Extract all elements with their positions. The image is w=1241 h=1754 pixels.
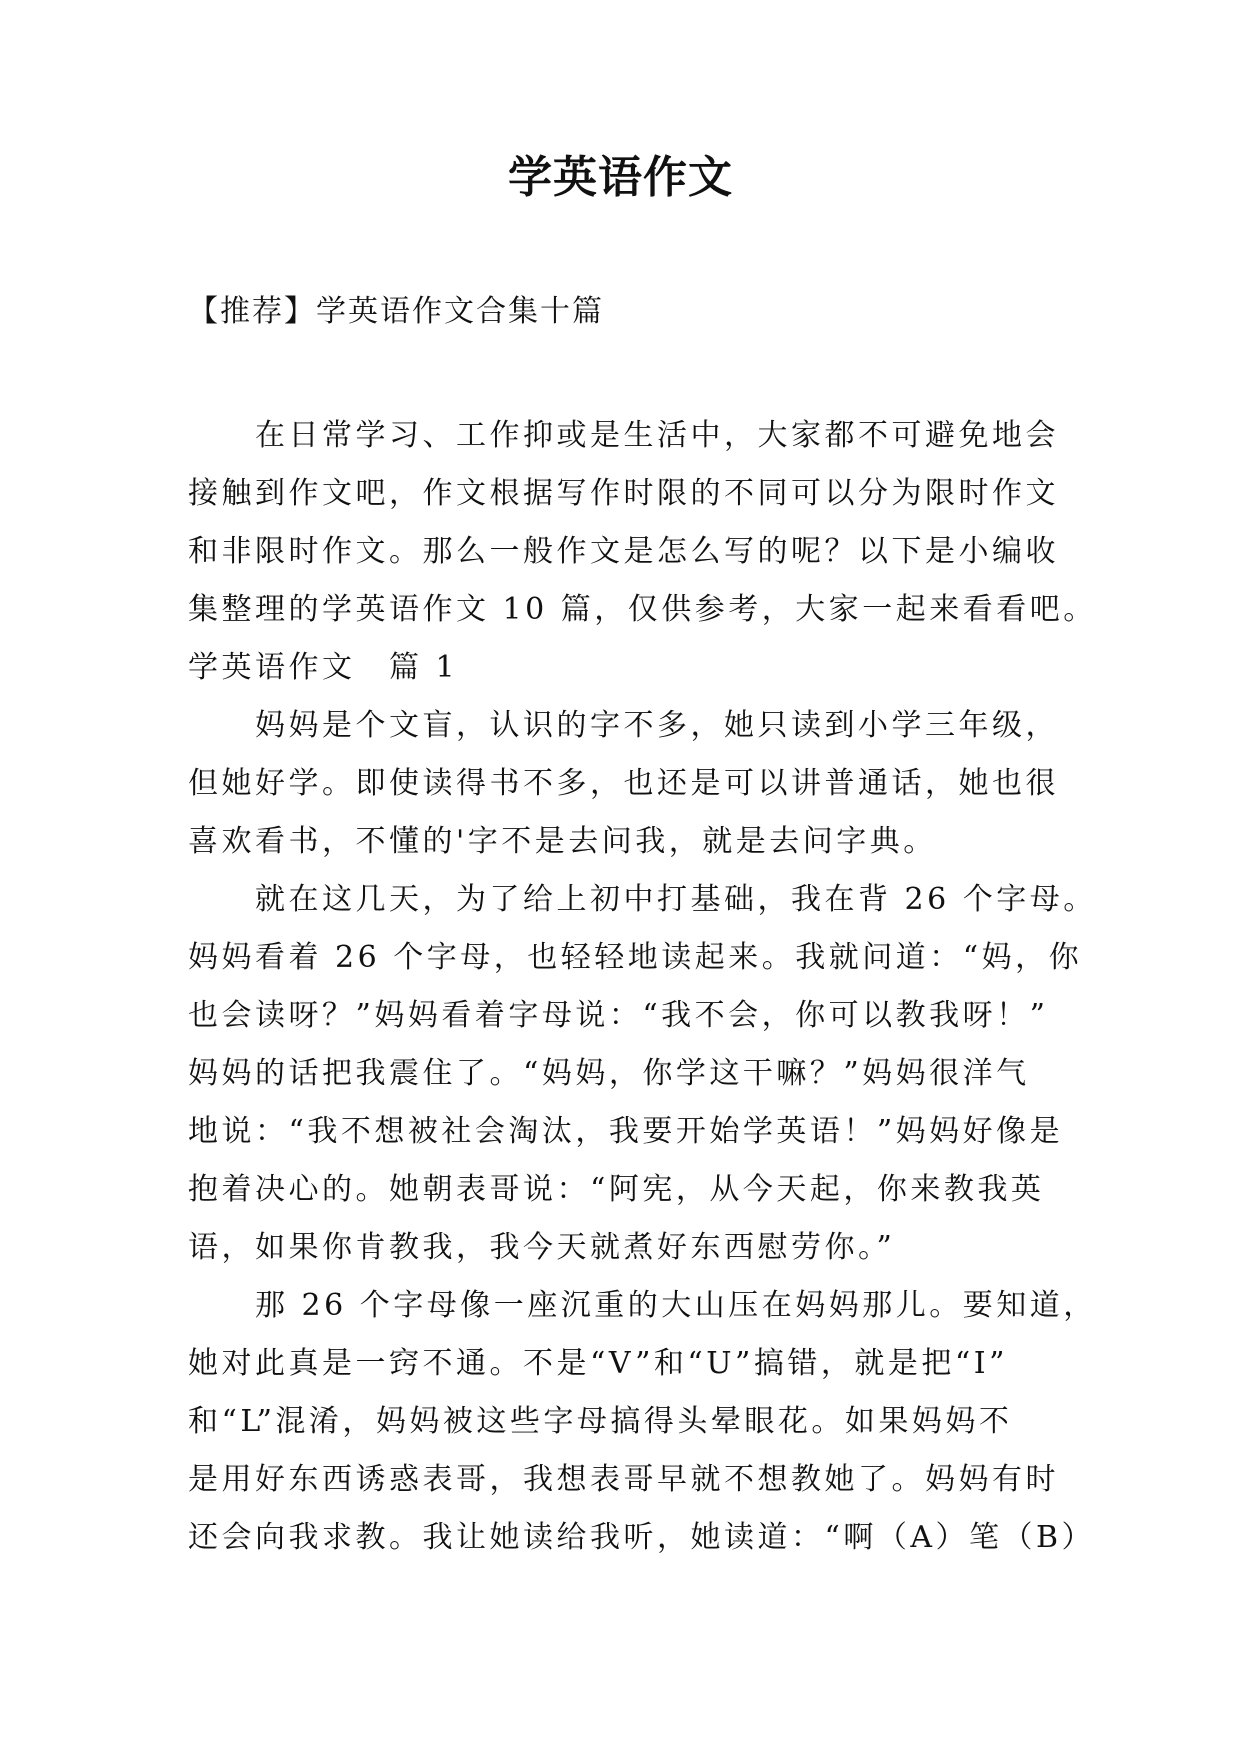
body-line: 是用好东西诱惑表哥，我想表哥早就不想教她了。妈妈有时 [188, 1462, 1059, 1497]
body-line: 妈妈是个文盲，认识的字不多，她只读到小学三年级， [188, 708, 1059, 743]
body-line: 还会向我求教。我让她读给我听，她读道：“啊（A）笔（B） [188, 1520, 1096, 1555]
body-line: 也会读呀？”妈妈看着字母说：“我不会，你可以教我呀！” [188, 998, 1049, 1033]
body-line: 语，如果你肯教我，我今天就煮好东西慰劳你。” [188, 1230, 896, 1265]
body-line: 喜欢看书，不懂的'字不是去问我，就是去问字典。 [188, 824, 937, 859]
document-subtitle: 【推荐】学英语作文合集十篇 [188, 294, 604, 329]
body-line: 接触到作文吧，作文根据写作时限的不同可以分为限时作文 [188, 476, 1059, 511]
body-line: 和“L”混淆，妈妈被这些字母搞得头晕眼花。如果妈妈不 [188, 1404, 1013, 1439]
body-line: 但她好学。即使读得书不多，也还是可以讲普通话，她也很 [188, 766, 1059, 801]
body-line: 她对此真是一窍不通。不是“V”和“U”搞错，就是把“I” [188, 1346, 1008, 1381]
document-body [188, 407, 1097, 1567]
body-line: 妈妈看着 26 个字母，也轻轻地读起来。我就问道：“妈，你 [188, 940, 1083, 975]
body-line: 妈妈的话把我震住了。“妈妈，你学这干嘛？”妈妈很洋气 [188, 1056, 1030, 1091]
body-line: 和非限时作文。那么一般作文是怎么写的呢？以下是小编收 [188, 534, 1059, 569]
body-line: 就在这几天，为了给上初中打基础，我在背 26 个字母。 [188, 882, 1097, 917]
body-line: 抱着决心的。她朝表哥说：“阿宪，从今天起，你来教我英 [188, 1172, 1045, 1207]
body-line: 地说：“我不想被社会淘汰，我要开始学英语！”妈妈好像是 [188, 1114, 1064, 1149]
body-line: 集整理的学英语作文 10 篇，仅供参考，大家一起来看看吧。 [188, 592, 1097, 627]
body-line: 那 26 个字母像一座沉重的大山压在妈妈那儿。要知道， [188, 1288, 1097, 1323]
section-heading: 学英语作文 篇 1 [188, 650, 459, 685]
body-line: 在日常学习、工作抑或是生活中，大家都不可避免地会 [188, 418, 1059, 453]
document-title: 学英语作文 [508, 152, 733, 203]
